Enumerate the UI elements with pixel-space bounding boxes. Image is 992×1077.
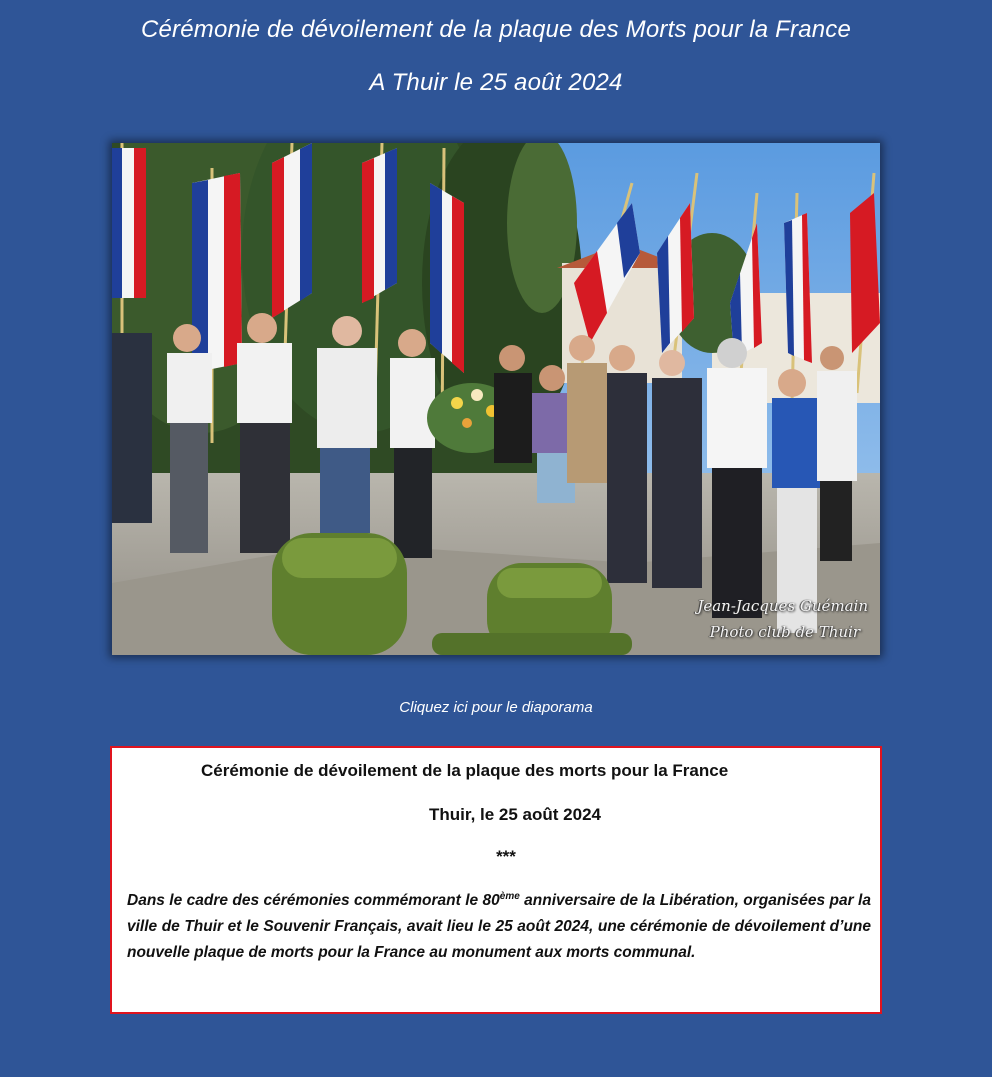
article-title: Cérémonie de dévoilement de la plaque des morts pour la France [201,761,729,780]
photo-credit-club: Photo club de Thuir [709,623,860,641]
slideshow-link[interactable]: Cliquez ici pour le diaporama [399,699,593,716]
article-paragraph [127,888,871,966]
article-paragraph-part2: anniversaire de la Libération, organisées par la ville de Thuir et le Souvenir Français, avait lieu le 25 août 2024, une cérémonie de dévoilement d’une nouvelle plaque de morts pour la France au monument aux morts communal. [127,892,871,961]
article-box [110,746,882,1014]
article-paragraph-part1: Dans le cadre des cérémonies commémorant le 80 [127,892,500,909]
photo-credit-author: Jean-Jacques Guémain [697,597,868,615]
article-paragraph-superscript: ème [499,890,520,902]
page-title: Cérémonie de dévoilement de la plaque des Morts pour la France [140,16,852,43]
article-separator: *** [496,847,516,866]
page-date-title: A Thuir le 25 août 2024 [369,69,623,96]
ceremony-photo-illustration [112,143,880,655]
ceremony-photo[interactable] [112,143,880,655]
article-subtitle: Thuir, le 25 août 2024 [429,805,601,824]
